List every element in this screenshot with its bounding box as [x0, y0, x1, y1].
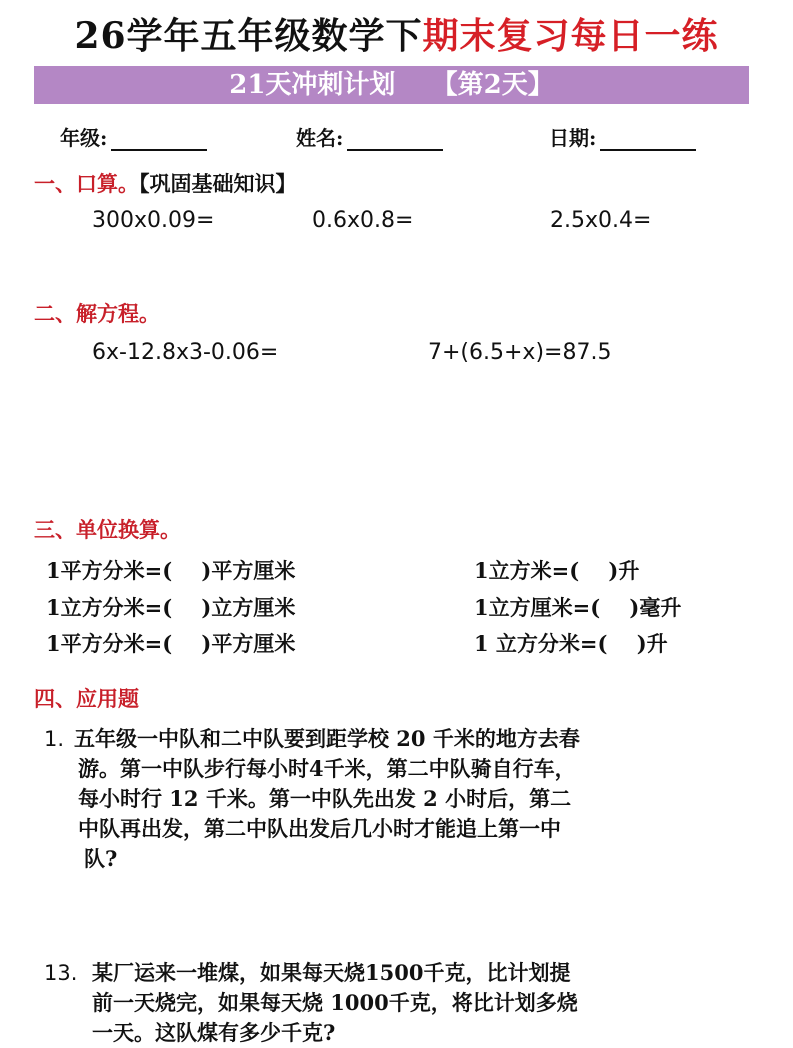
word-problem-1-line-4: 中队再出发，第二中队出发后几小时才能追上第一中 [78, 816, 561, 841]
title-main: 26学年五年级数学下 [74, 15, 423, 57]
page-title [0, 8, 793, 59]
grade-field[interactable] [60, 122, 207, 151]
mental-math-2: 0.6x0.8= [312, 208, 414, 233]
name-blank[interactable] [347, 131, 443, 151]
word-problem-13-line-1: 某厂运来一堆煤，如果每天烧1500千克，比计划提 [92, 960, 571, 985]
day-banner: 21天冲刺计划 【第2天】 [34, 66, 749, 104]
name-label: 姓名: [296, 126, 344, 150]
section-1-note: 【巩固基础知识】 [139, 171, 297, 196]
word-problem-13-line-3: 一天。这队煤有多少千克? [92, 1020, 336, 1045]
word-problem-1-number: 1. [44, 727, 65, 751]
section-1-title: 一、口算。 [34, 171, 139, 196]
word-problem-1-line-1: 五年级一中队和二中队要到距学校 20 千米的地方去春 [74, 726, 580, 751]
section-1-heading [34, 168, 297, 198]
section-2-title: 二、解方程。 [34, 301, 160, 326]
unit-conversion-2: 1立方米=( )升 [474, 558, 640, 583]
grade-blank[interactable] [111, 131, 207, 151]
date-blank[interactable] [600, 131, 696, 151]
equation-1: 6x-12.8x3-0.06= [92, 340, 279, 365]
unit-conversion-6: 1 立方分米=( )升 [474, 631, 668, 656]
mental-math-3: 2.5x0.4= [550, 208, 652, 233]
unit-conversion-4: 1立方厘米=( )毫升 [474, 595, 682, 620]
title-highlight: 期末复习每日一练 [422, 15, 719, 57]
mental-math-1: 300x0.09= [92, 208, 215, 233]
unit-conversion-3: 1立方分米=( )立方厘米 [46, 595, 296, 620]
unit-conversion-1: 1平方分米=( )平方厘米 [46, 558, 296, 583]
name-field[interactable] [296, 122, 443, 151]
word-problem-1-line-5: 队? [84, 846, 118, 871]
word-problem-13-number: 13. [44, 961, 78, 985]
section-4-title: 四、应用题 [34, 686, 139, 711]
date-field[interactable] [549, 122, 696, 151]
word-problem-13-line-2: 前一天烧完，如果每天烧 1000千克，将比计划多烧 [92, 990, 578, 1015]
section-3-title: 三、单位换算。 [34, 517, 181, 542]
grade-label: 年级: [60, 126, 108, 150]
unit-conversion-5: 1平方分米=( )平方厘米 [46, 631, 296, 656]
date-label: 日期: [549, 126, 597, 150]
word-problem-1-line-2: 游。第一中队步行每小时4千米，第二中队骑自行车， [78, 756, 576, 781]
equation-2: 7+(6.5+x)=87.5 [428, 340, 612, 365]
word-problem-1-line-3: 每小时行 12 千米。第一中队先出发 2 小时后，第二 [78, 786, 572, 811]
